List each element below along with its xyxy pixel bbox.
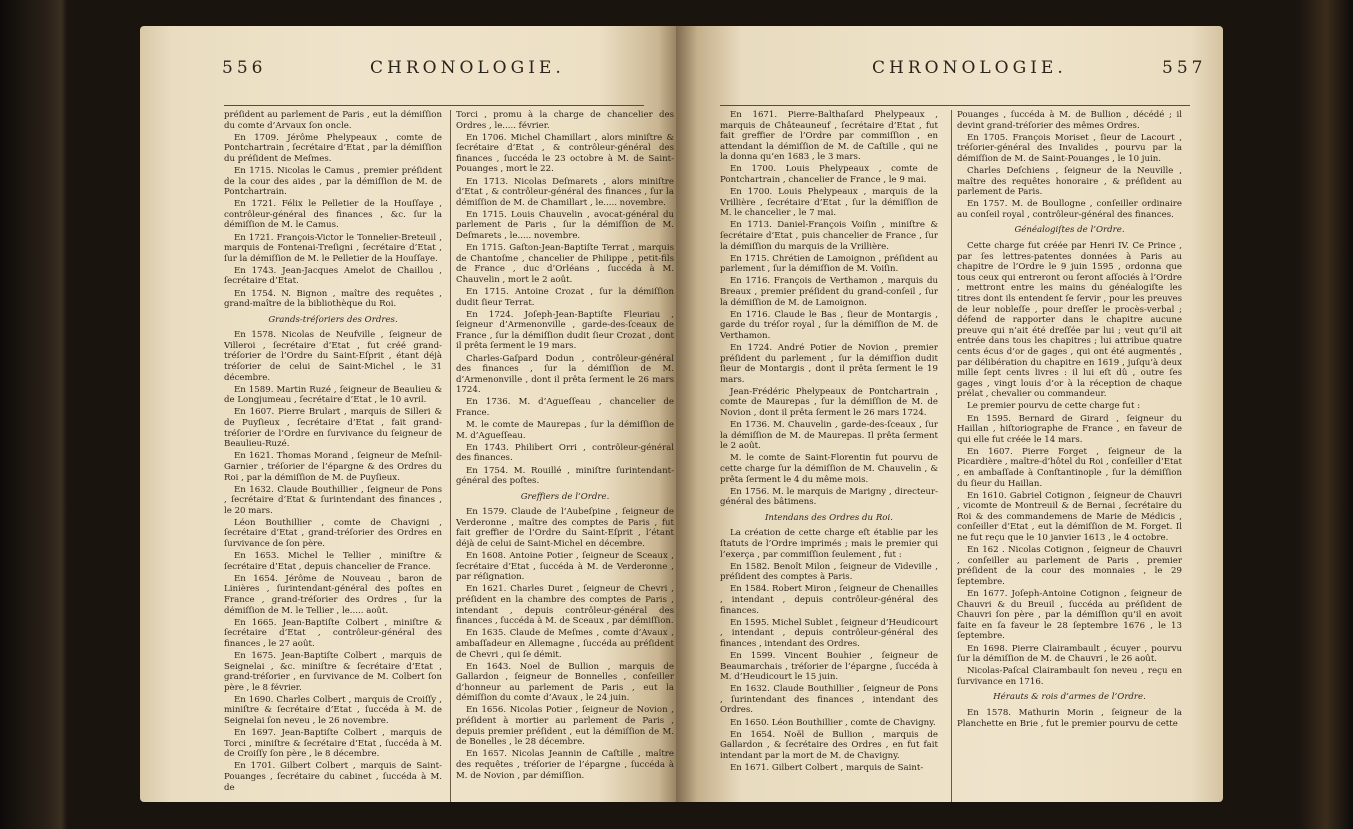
entry-paragraph: En 1656. Nicolas Potier , ſeigneur de Novion , préſident à mortier au parlement de Paris , depuis premier préſident , eut la démiſſion de M. de Bonelles , le 28 décembre. [456, 705, 674, 748]
entry-paragraph: En 1610. Gabriel Cotignon , ſeigneur de Chauvri , vicomte de Montreuil & de Bernai , ſecrétaire du Roi & des commandemens de Marie de Médicis , conſeiller d’Etat , eut la démiſſion de M. Forget. Il ne fut reçu que le 10 janvier 1613 , le 4 octobre. [957, 490, 1182, 544]
entry-paragraph: Charles Deſchiens , ſeigneur de la Neuville , maître des requêtes honoraire , & préſident au parlement de Paris. [957, 165, 1182, 198]
entry-paragraph: En 1721. François-Victor le Tonnelier-Breteuil , marquis de Fontenai-Treſigni , ſecrétaire d’Etat , ſur la démiſſion de M. le Pelletier de la Houſſaye. [224, 232, 442, 264]
entry-paragraph: En 1705. François Moriset , ſieur de Lacourt , tréſorier-général des Invalides , pourvu par la démiſſion de M. de Saint-Pouanges , le 10 juin. [957, 132, 1182, 164]
entry-paragraph: En 1715. Nicolas le Camus , premier préſident de la cour des aides , par la démiſſion de M. de Pontchartrain. [224, 165, 442, 198]
entry-paragraph: En 1706. Michel Chamillart , alors miniſtre & ſecrétaire d’Etat , & contrôleur-général des finances , ſuccéda le 23 octobre à M. de Saint-Pouanges , mort le 22. [456, 132, 674, 175]
entry-paragraph: M. le comte de Maurepas , ſur la démiſſion de M. d’Agueſſeau. [456, 420, 674, 441]
entry-paragraph: Nicolas-Paſcal Clairambault ſon neveu , reçu en ſurvivance en 1716. [957, 666, 1182, 687]
section-heading: Hérauts & rois d’armes de l’Ordre. [993, 692, 1146, 703]
left-column-2 [456, 110, 674, 783]
column-divider-left [450, 110, 451, 802]
entry-paragraph: En 1715. Gaſton-Jean-Baptiſte Terrat , marquis de Chantoſme , chancelier de Philippe , petit-fils de France , duc d’Orléans , ſuccéda à M. Chauvelin , mort le 2 août. [456, 243, 674, 285]
right-page [676, 26, 1223, 802]
entry-paragraph: En 1736. M. d’Agueſſeau , chancelier de France. [456, 397, 674, 419]
section-heading: Greffiers de l’Ordre. [520, 491, 610, 502]
left-column-1 [224, 110, 442, 795]
entry-paragraph: En 1632. Claude Bouthillier , ſeigneur de Pons , ſurintendant des finances , intendant des Ordres. [720, 684, 938, 716]
entry-paragraph: En 1724. Joſeph-Jean-Baptiſte Fleuriau , ſeigneur d’Armenonville , garde-des-ſceaux de France , ſur la démiſſion dudit ſieur Crozat , dont il prêta ſerment le 19 mars. [456, 309, 674, 352]
entry-paragraph: En 1709. Jérôme Phelypeaux , comte de Pontchartrain , ſecrétaire d’Etat , par la démiſſion du préſident de Meſmes. [224, 132, 442, 164]
entry-paragraph: Cette charge fut créée par Henri IV. Ce Prince , par ſes lettres-patentes données à Paris au chapitre de l’Ordre le 9 juin 1595 , ordonna que tous ceux qui entreront ou ſeront aſſociés à l’Ordre , mettront entre les mains du généalogiſte les titres dont ils entendent ſe ſervir , pour les preuves de leur nobleſſe , pour dreſſer le procès-verbal ; défend de rapporter dans le chapitre aucune preuve qui n’ait été dreſſée par lui ; veut qu’il ait entrée dans tous les chapitres ; lui attribue quatre cents écus d’or de gages , qui ont été augmentés , par délibération du chapitre en 1619 , juſqu’à deux mille ſept cents livres : il lui eſt dû , outre ſes gages , vingt louis d’or à la réception de chaque prélat , chevalier ou commandeur. [957, 241, 1182, 400]
entry-paragraph: En 1756. M. le marquis de Marigny , directeur-général des bâtimens. [720, 486, 938, 508]
section-heading: Généalogiſtes de l’Ordre. [1014, 225, 1125, 236]
entry-paragraph: En 1700. Louis Phelypeaux , marquis de la Vrillière , ſecrétaire d’Etat , ſur la démiſſion de M. le chancelier , le 7 mai. [720, 187, 938, 219]
page-number-left: 556 [222, 58, 267, 78]
entry-paragraph: En 1754. M. Rouillé , miniſtre ſurintendant-général des poſtes. [456, 465, 674, 487]
entry-paragraph: En 1721. Félix le Pelletier de la Houſſaye , contrôleur-général des finances , &c. ſur la démiſſion de M. le Camus. [224, 199, 442, 231]
entry-paragraph: En 162 . Nicolas Cotignon , ſeigneur de Chauvri , conſeiller au parlement de Paris , premier préſident de la cour des monnaies , le 29 ſeptembre. [957, 545, 1182, 587]
entry-paragraph: En 1589. Martin Ruzé , ſeigneur de Beaulieu & de Longjumeau , ſecrétaire d’Etat , le 10 avril. [224, 384, 442, 406]
entry-paragraph: En 1650. Léon Bouthillier , comte de Chavigny. [730, 717, 936, 728]
entry-paragraph: En 1643. Noel de Bullion , marquis de Gallardon , ſeigneur de Bonnelles , conſeiller d’honneur au parlement de Paris , eut la démiſſion du comte d’Avaux , le 24 juin. [456, 661, 674, 704]
entry-paragraph: En 1713. Daniel-François Voiſin , miniſtre & ſecrétaire d’Etat , puis chancelier de France , ſur la démiſſion du marquis de la Vrillière. [720, 220, 938, 252]
left-page [140, 26, 680, 802]
entry-paragraph: En 1743. Jean-Jacques Amelot de Chaillou , ſecrétaire d’Etat. [224, 265, 442, 287]
entry-paragraph: En 1715. Antoine Crozat , ſur la démiſſion dudit ſieur Terrat. [456, 287, 674, 308]
entry-paragraph: Léon Bouthillier , comte de Chavigni , ſecrétaire d’Etat , grand-tréſorier des Ordres en ſurvivance de ſon père. [224, 517, 442, 550]
column-divider-right [951, 110, 952, 802]
entry-paragraph: En 1743. Philibert Orri , contrôleur-général des finances. [456, 442, 674, 464]
right-column-2 [957, 110, 1182, 731]
running-header-left: CHRONOLOGIE. [370, 58, 565, 78]
entry-paragraph: En 1657. Nicolas Jeannin de Caſtille , maître des requêtes , tréſorier de l’épargne , ſuccéda à M. de Novion , par démiſſion. [456, 749, 674, 781]
entry-paragraph: En 1754. N. Bignon , maître des requêtes , grand-maître de la bibliothèque du Roi. [224, 288, 442, 310]
entry-paragraph: En 1690. Charles Colbert , marquis de Croiſſy , miniſtre & ſecrétaire d’Etat , ſuccéda à M. de Seignelai ſon neveu , le 26 novembre. [224, 694, 442, 727]
entry-paragraph: La création de cette charge eſt établie par les ſtatuts de l’Ordre imprimés ; mais le premier qui l’exerça , par commiſſion ſeulement , fut : [720, 528, 938, 560]
entry-paragraph: En 1698. Pierre Clairambault , écuyer , pourvu ſur la démiſſion de M. de Chauvri , le 26 août. [957, 643, 1182, 665]
entry-paragraph: En 1578. Mathurin Morin , ſeigneur de la Planchette en Brie , fut le premier pourvu de cette [957, 707, 1182, 729]
section-heading: Intendans des Ordres du Roi. [765, 512, 893, 523]
entry-paragraph: En 1671. Pierre-Balthaſard Phelypeaux , marquis de Châteauneuf , ſecrétaire d’Etat , fut fait greffier de l’Ordre par commiſſion , en attendant la démiſſion de M. de Caſtille , qui ne la donna qu’en 1683 , le 3 mars. [720, 110, 938, 163]
entry-paragraph: En 1654. Noël de Bullion , marquis de Gallardon , & ſecrétaire des Ordres , en fut fait intendant par la mort de M. de Chavigny. [720, 729, 938, 761]
entry-paragraph: En 1716. Claude le Bas , ſieur de Montargis , garde du tréſor royal , ſur la démiſſion de M. de Verthamon. [720, 309, 938, 341]
entry-paragraph: En 1677. Joſeph-Antoine Cotignon , ſeigneur de Chauvri & du Breuil , ſuccéda au préſident de Chauvri ſon père , par la démiſſion qu’il en avoit faite en ſa faveur le 28 ſeptembre 1676 , le 13 ſeptembre. [957, 589, 1182, 642]
entry-paragraph: En 1608. Antoine Potier , ſeigneur de Sceaux , ſecrétaire d’Etat , ſuccéda à M. de Verderonne , par réſignation. [456, 551, 674, 583]
entry-paragraph: En 1653. Michel le Tellier , miniſtre & ſecrétaire d’Etat , depuis chancelier de France. [224, 551, 442, 572]
running-header-right: CHRONOLOGIE. [872, 58, 1067, 78]
entry-paragraph: En 1607. Pierre Brulart , marquis de Silleri & de Puyſieux , ſecrétaire d’Etat , fait grand-tréſorier de l’Ordre en ſurvivance du ſeigneur de Beaulieu-Ruzé. [224, 407, 442, 450]
entry-paragraph: En 1675. Jean-Baptiſte Colbert , marquis de Seignelai , &c. miniſtre & ſecrétaire d’Etat , grand-tréſorier , en ſurvivance de M. Colbert ſon père , le 8 février. [224, 651, 442, 693]
entry-paragraph: En 1595. Michel Sublet , ſeigneur d’Heudicourt , intendant , depuis contrôleur-général des finances , intendant des Ordres. [720, 617, 938, 649]
entry-paragraph: En 1716. François de Verthamon , marquis du Breaux , premier préſident du grand-conſeil , ſur la démiſſion de M. de Lamoignon. [720, 276, 938, 308]
section-heading: Grands-tréſoriers des Ordres. [268, 314, 398, 325]
entry-paragraph: En 1665. Jean-Baptiſte Colbert , miniſtre & ſecrétaire d’Etat , contrôleur-général des finances , le 27 août. [224, 617, 442, 649]
entry-paragraph: En 1582. Benoît Milon , ſeigneur de Videville , préſident des comptes à Paris. [720, 561, 938, 583]
header-rule-left [224, 105, 644, 106]
page-number-right: 557 [1162, 58, 1207, 78]
entry-paragraph: En 1584. Robert Miron , ſeigneur de Chenailles , intendant , depuis contrôleur-général des finances. [720, 584, 938, 616]
entry-paragraph: En 1599. Vincent Bouhier , ſeigneur de Beaumarchais , tréſorier de l’épargne , ſuccéda à M. d’Heudicourt le 15 juin. [720, 651, 938, 683]
entry-paragraph: En 1578. Nicolas de Neufville , ſeigneur de Villeroi , ſecrétaire d’Etat , fut créé grand-tréſorier de l’Ordre du Saint-Eſprit , étant déjà tréſorier de celui de Saint-Michel , le 31 décembre. [224, 330, 442, 383]
header-rule-right [720, 105, 1190, 106]
entry-paragraph: En 1757. M. de Boullogne , conſeiller ordinaire au conſeil royal , contrôleur-général des finances. [957, 199, 1182, 220]
entry-paragraph: En 1621. Charles Duret , ſeigneur de Chevri , préſident en la chambre des comptes de Paris , intendant , depuis contrôleur-général des finances , ſuccéda à M. de Sceaux , par démiſſion. [456, 584, 674, 627]
entry-paragraph: préſident au parlement de Paris , eut la démiſſion du comte d’Arvaux ſon oncle. [224, 110, 442, 131]
entry-paragraph: En 1724. André Potier de Novion , premier préſident du parlement , ſur la démiſſion dudit ſieur de Montargis , dont il prêta ſerment le 19 mars. [720, 342, 938, 385]
entry-paragraph: En 1632. Claude Bouthillier , ſeigneur de Pons , ſecrétaire d’Etat & ſurintendant des finances , le 20 mars. [224, 484, 442, 516]
entry-paragraph: M. le comte de Saint-Florentin fut pourvu de cette charge ſur la démiſſion de M. Chauvelin , & prêta ſerment le 4 du même mois. [720, 453, 938, 485]
entry-paragraph: Le premier pourvu de cette charge fut : [967, 401, 1141, 412]
entry-paragraph: En 1607. Pierre Forget , ſeigneur de la Picardière , maître-d’hôtel du Roi , conſeiller d’Etat , en ambaſſade à Conſtantinople , ſur la démiſſion du ſieur du Haillan. [957, 446, 1182, 489]
entry-paragraph: Jean-Frédéric Phelypeaux de Pontchartrain , comte de Maurepas , ſur la démiſſion de M. de Novion , dont il prêta ſerment le 26 mars 1724. [720, 386, 938, 419]
entry-paragraph: En 1671. Gilbert Colbert , marquis de Saint- [730, 762, 924, 773]
right-column-1 [720, 110, 938, 775]
entry-paragraph: En 1654. Jérôme de Nouveau , baron de Linières , ſurintendant-général des poſtes en France , grand-tréſorier des Ordres , ſur la démiſſion de M. le Tellier , le..... août. [224, 573, 442, 616]
entry-paragraph: En 1579. Claude de l’Aubeſpine , ſeigneur de Verderonne , maître des comptes de Paris , fut fait greffier de l’Ordre du Saint-Eſprit , l’étant déjà de celui de Saint-Michel en décembre. [456, 507, 674, 550]
entry-paragraph: En 1635. Claude de Meſmes , comte d’Avaux , ambaſſadeur en Allemagne , ſuccéda au préſident de Chevri , qui ſe démit. [456, 628, 674, 660]
entry-paragraph: En 1701. Gilbert Colbert , marquis de Saint-Pouanges , ſecrétaire du cabinet , ſuccéda à M. de [224, 761, 442, 793]
entry-paragraph: Charles-Gaſpard Dodun , contrôleur-général des finances , ſur la démiſſion de M. d’Armenonville , dont il prêta ſerment le 26 mars 1724. [456, 353, 674, 396]
entry-paragraph: En 1736. M. Chauvelin , garde-des-ſceaux , ſur la démiſſion de M. de Maurepas. Il prêta ſerment le 2 août. [720, 420, 938, 452]
entry-paragraph: En 1621. Thomas Morand , ſeigneur de Meſnil-Garnier , tréſorier de l’épargne & des Ordres du Roi , par la démiſſion de M. de Puyſieux. [224, 451, 442, 483]
entry-paragraph: Torci , promu à la charge de chancelier des Ordres , le..... février. [456, 110, 674, 131]
entry-paragraph: En 1715. Louis Chauvelin , avocat-général du parlement de Paris , ſur la démiſſion de M. Deſmarets , le..... novembre. [456, 209, 674, 242]
entry-paragraph: En 1700. Louis Phelypeaux , comte de Pontchartrain , chancelier de France , le 9 mai. [720, 164, 938, 186]
entry-paragraph: En 1715. Chrétien de Lamoignon , préſident au parlement , ſur la démiſſion de M. Voiſin. [720, 253, 938, 275]
entry-paragraph: En 1595. Bernard de Girard , ſeigneur du Haillan , hiſtoriographe de France , en faveur de qui elle fut créée le 14 mars. [957, 413, 1182, 445]
entry-paragraph: Pouanges , ſuccéda à M. de Bullion , décédé ; il devint grand-tréſorier des mêmes Ordres. [957, 110, 1182, 131]
entry-paragraph: En 1697. Jean-Baptiſte Colbert , marquis de Torci , miniſtre & ſecrétaire d’Etat , ſuccéda à M. de Croiſſy ſon père , le 8 décembre. [224, 728, 442, 760]
entry-paragraph: En 1713. Nicolas Deſmarets , alors miniſtre d’Etat , & contrôleur-général des finances , ſur la démiſſion de M. de Chamillart , le..... novembre. [456, 176, 674, 208]
